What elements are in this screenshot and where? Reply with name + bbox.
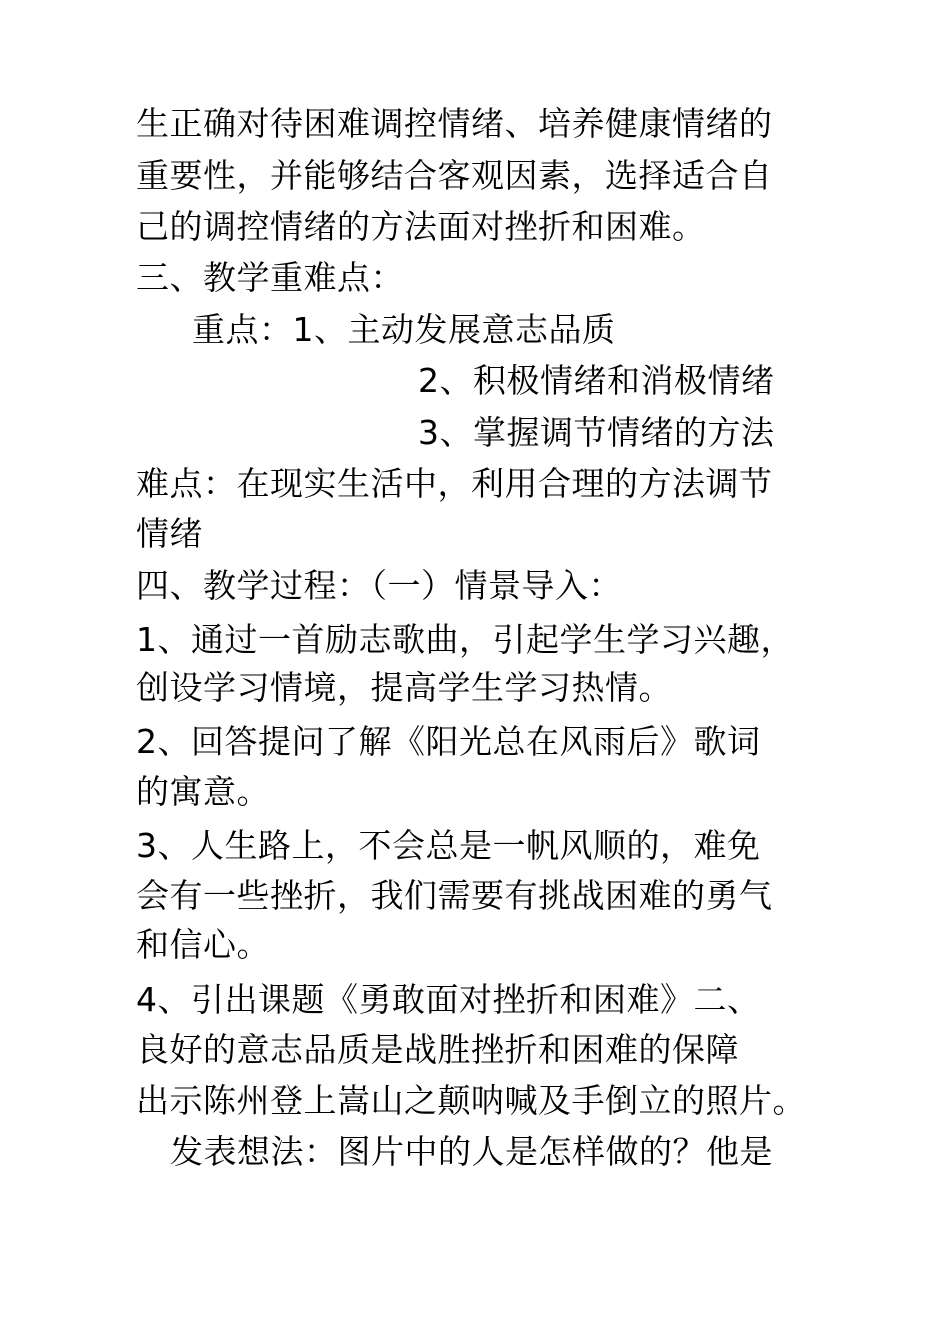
process-item-2-line-1: 2、回答提问了解《阳光总在风雨后》歌词 bbox=[136, 722, 761, 761]
focus-item-1: 重点：1、主动发展意志品质 bbox=[192, 310, 616, 349]
process-item-4-line-4: 发表想法：图片中的人是怎样做的？他是 bbox=[170, 1132, 773, 1171]
process-item-4-line-3: 出示陈州登上嵩山之颠呐喊及手倒立的照片。 bbox=[136, 1081, 806, 1120]
process-item-3-line-3: 和信心。 bbox=[136, 925, 270, 964]
difficulty-line-1: 难点：在现实生活中，利用合理的方法调节 bbox=[136, 464, 773, 503]
difficulty-line-2: 情绪 bbox=[136, 514, 203, 553]
process-item-3-line-2: 会有一些挫折，我们需要有挑战困难的勇气 bbox=[136, 876, 773, 915]
process-item-1-line-1: 1、通过一首励志歌曲，引起学生学习兴趣， bbox=[136, 620, 794, 659]
focus-item-3: 3、掌握调节情绪的方法 bbox=[418, 413, 775, 452]
process-item-3-line-1: 3、人生路上，不会总是一帆风顺的，难免 bbox=[136, 826, 761, 865]
section-heading-teaching-process: 四、教学过程：（一）情景导入： bbox=[136, 566, 622, 605]
process-item-1-line-2: 创设学习情境，提高学生学习热情。 bbox=[136, 668, 672, 707]
process-item-4-line-1: 4、引出课题《勇敢面对挫折和困难》二、 bbox=[136, 980, 761, 1019]
text-line-2: 重要性，并能够结合客观因素，选择适合自 bbox=[136, 156, 773, 195]
text-line-1: 生正确对待困难调控情绪、培养健康情绪的 bbox=[136, 104, 773, 143]
process-item-2-line-2: 的寓意。 bbox=[136, 772, 270, 811]
process-item-4-line-2: 良好的意志品质是战胜挫折和困难的保障 bbox=[136, 1030, 739, 1069]
focus-item-2: 2、积极情绪和消极情绪 bbox=[418, 361, 775, 400]
section-heading-teaching-focus: 三、教学重难点： bbox=[136, 258, 404, 297]
text-line-3: 己的调控情绪的方法面对挫折和困难。 bbox=[136, 207, 706, 246]
